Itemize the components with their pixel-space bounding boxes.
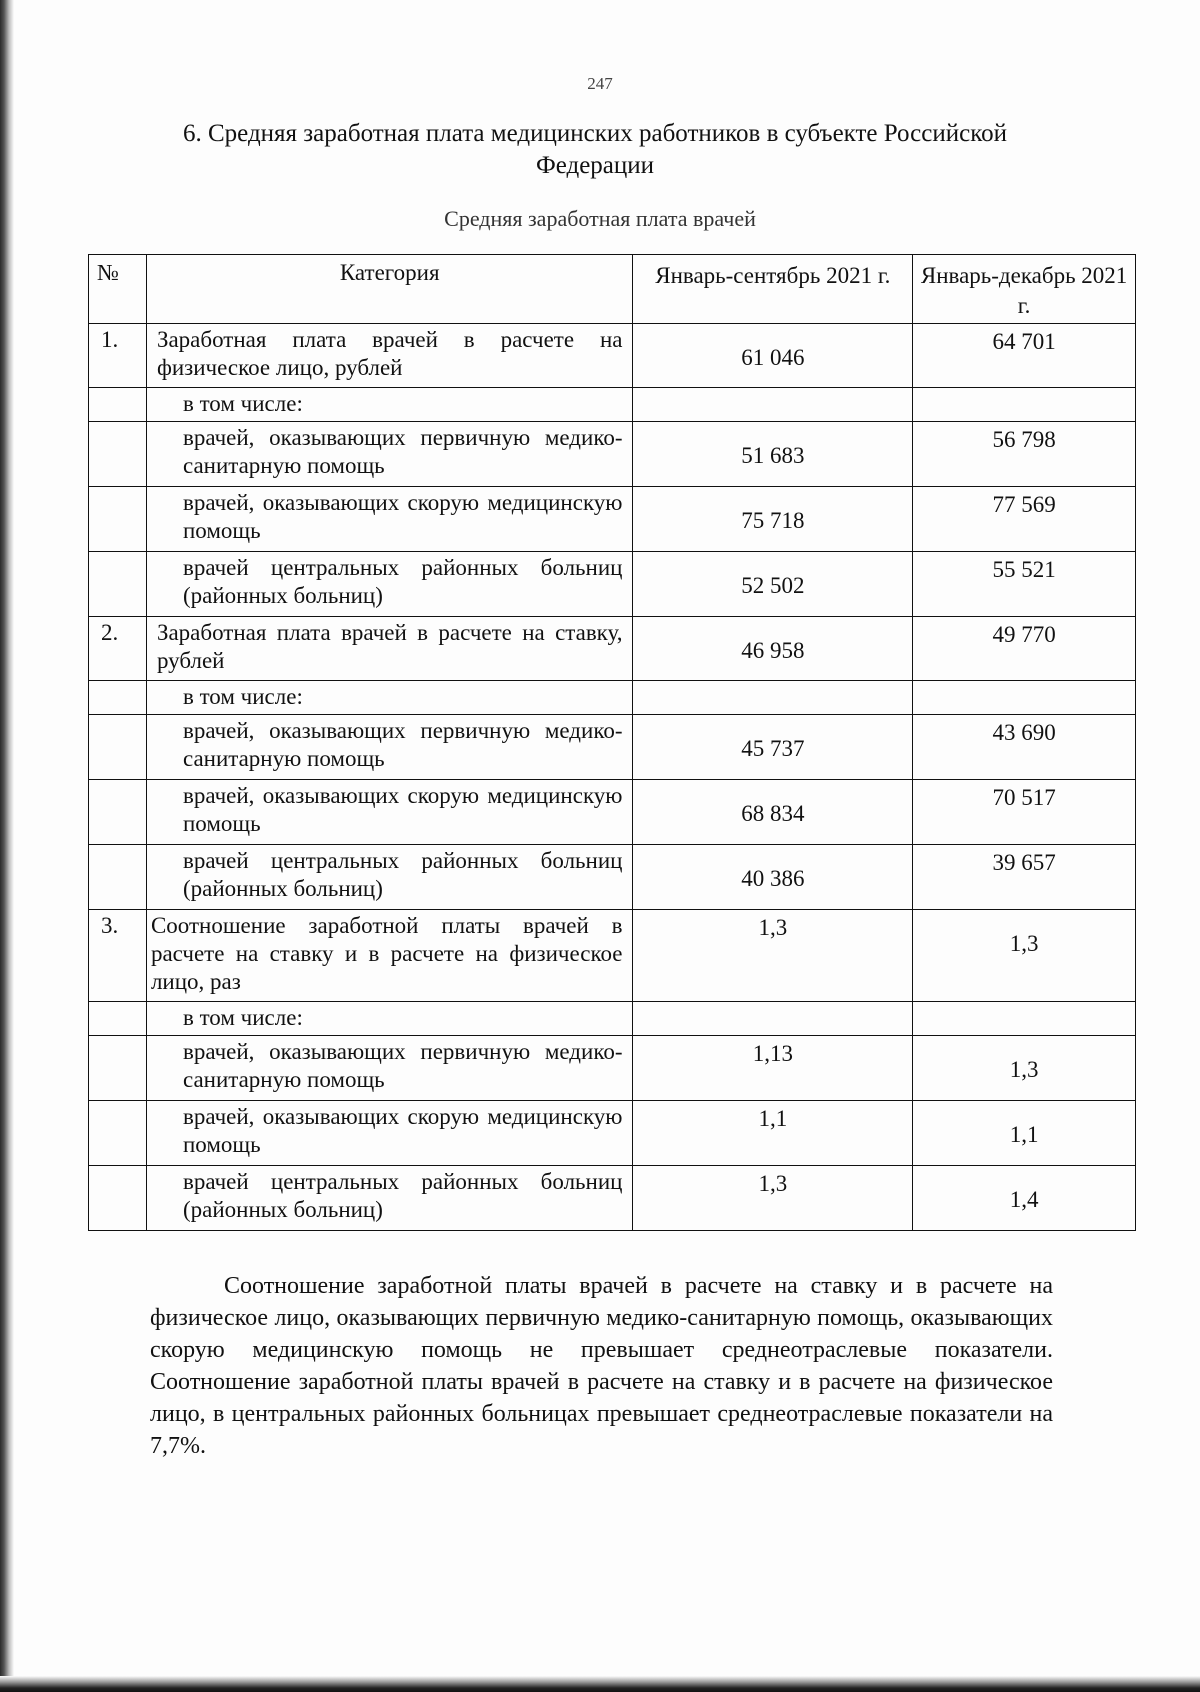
row-category: врачей, оказывающих скорую медицинскую помощь xyxy=(146,1101,633,1166)
table-row xyxy=(89,845,1136,910)
row-value-jan-dec xyxy=(913,681,1136,715)
row-category: в том числе: xyxy=(146,388,633,422)
row-value-jan-sep: 52 502 xyxy=(633,552,913,617)
row-number xyxy=(89,681,147,715)
section-heading xyxy=(110,118,1080,182)
row-category: Соотношение заработной платы врачей в расчете на ставку и в расчете на физическое лицо, раз xyxy=(146,910,633,1002)
row-value-jan-sep: 1,13 xyxy=(633,1036,913,1101)
row-category: врачей, оказывающих скорую медицинскую помощь xyxy=(146,487,633,552)
scan-edge-left xyxy=(0,0,14,1692)
row-category: врачей, оказывающих первичную медико-санитарную помощь xyxy=(146,422,633,487)
row-number xyxy=(89,1036,147,1101)
row-category: врачей, оказывающих первичную медико-санитарную помощь xyxy=(146,715,633,780)
table-row xyxy=(89,910,1136,1002)
row-number: 2. xyxy=(89,617,147,681)
row-number xyxy=(89,1101,147,1166)
row-value-jan-dec: 1,1 xyxy=(913,1101,1136,1166)
row-number xyxy=(89,487,147,552)
table-row xyxy=(89,1002,1136,1036)
table-row xyxy=(89,422,1136,487)
section-heading-line1: 6. Средняя заработная плата медицинских работников в субъекте Российской xyxy=(183,120,1007,147)
table-row xyxy=(89,552,1136,617)
row-value-jan-dec: 64 701 xyxy=(913,324,1136,388)
table-row xyxy=(89,324,1136,388)
row-value-jan-dec: 1,4 xyxy=(913,1166,1136,1231)
row-category: врачей, оказывающих первичную медико-санитарную помощь xyxy=(146,1036,633,1101)
row-category: врачей центральных районных больниц (районных больниц) xyxy=(146,845,633,910)
row-value-jan-dec: 1,3 xyxy=(913,1036,1136,1101)
row-category: в том числе: xyxy=(146,1002,633,1036)
row-number xyxy=(89,422,147,487)
table-row xyxy=(89,681,1136,715)
conclusion-paragraph xyxy=(150,1270,1053,1462)
row-value-jan-dec: 56 798 xyxy=(913,422,1136,487)
row-value-jan-sep: 51 683 xyxy=(633,422,913,487)
row-value-jan-dec: 77 569 xyxy=(913,487,1136,552)
table-caption: Средняя заработная плата врачей xyxy=(444,206,756,231)
row-value-jan-dec xyxy=(913,388,1136,422)
row-number: 3. xyxy=(89,910,147,1002)
row-number xyxy=(89,552,147,617)
row-value-jan-sep: 1,3 xyxy=(633,1166,913,1231)
row-value-jan-dec: 1,3 xyxy=(913,910,1136,1002)
header-period-jan-dec: Январь-декабрь 2021 г. xyxy=(913,255,1136,324)
table-row xyxy=(89,715,1136,780)
row-category: Заработная плата врачей в расчете на физическое лицо, рублей xyxy=(146,324,633,388)
row-number xyxy=(89,780,147,845)
row-value-jan-dec: 39 657 xyxy=(913,845,1136,910)
row-category: врачей центральных районных больниц (районных больниц) xyxy=(146,552,633,617)
row-value-jan-sep: 45 737 xyxy=(633,715,913,780)
row-value-jan-sep: 1,3 xyxy=(633,910,913,1002)
table-row xyxy=(89,780,1136,845)
header-period-jan-sep: Январь-сентябрь 2021 г. xyxy=(633,255,913,324)
row-category: Заработная плата врачей в расчете на ставку, рублей xyxy=(146,617,633,681)
row-value-jan-dec: 55 521 xyxy=(913,552,1136,617)
row-value-jan-sep: 75 718 xyxy=(633,487,913,552)
table-row xyxy=(89,1166,1136,1231)
row-category: врачей центральных районных больниц (районных больниц) xyxy=(146,1166,633,1231)
row-value-jan-sep: 68 834 xyxy=(633,780,913,845)
scan-edge-bottom xyxy=(0,1676,1200,1692)
row-value-jan-dec: 49 770 xyxy=(913,617,1136,681)
row-category: в том числе: xyxy=(146,681,633,715)
table-header-row xyxy=(89,255,1136,324)
table-row xyxy=(89,1101,1136,1166)
table-row xyxy=(89,617,1136,681)
row-value-jan-sep: 1,1 xyxy=(633,1101,913,1166)
row-value-jan-sep xyxy=(633,1002,913,1036)
row-value-jan-sep xyxy=(633,681,913,715)
row-number: 1. xyxy=(89,324,147,388)
section-heading-line2: Федерации xyxy=(535,152,655,179)
conclusion-text: Соотношение заработной платы врачей в расчете на ставку и в расчете на физическое лицо, оказывающих первичную медико-санитарную помощь, оказывающих скорую медицинскую помощь не превышает среднеотраслевые показатели. Соотношение заработной платы врачей в расчете на ставку и в расчете на физическое лицо, в центральных районных больницах превышает среднеотраслевые показатели на 7,7%. xyxy=(150,1273,1053,1459)
row-number xyxy=(89,715,147,780)
row-value-jan-sep: 61 046 xyxy=(633,324,913,388)
row-category: врачей, оказывающих скорую медицинскую помощь xyxy=(146,780,633,845)
table-row xyxy=(89,388,1136,422)
salary-table xyxy=(88,254,1136,1231)
row-number xyxy=(89,1002,147,1036)
row-value-jan-sep: 40 386 xyxy=(633,845,913,910)
row-value-jan-dec xyxy=(913,1002,1136,1036)
table-row xyxy=(89,487,1136,552)
row-value-jan-dec: 70 517 xyxy=(913,780,1136,845)
row-value-jan-sep xyxy=(633,388,913,422)
header-number: № xyxy=(89,255,147,324)
row-number xyxy=(89,1166,147,1231)
row-value-jan-dec: 43 690 xyxy=(913,715,1136,780)
page-number: 247 xyxy=(587,74,613,93)
row-value-jan-sep: 46 958 xyxy=(633,617,913,681)
row-number xyxy=(89,845,147,910)
header-category: Категория xyxy=(146,255,633,324)
row-number xyxy=(89,388,147,422)
table-row xyxy=(89,1036,1136,1101)
